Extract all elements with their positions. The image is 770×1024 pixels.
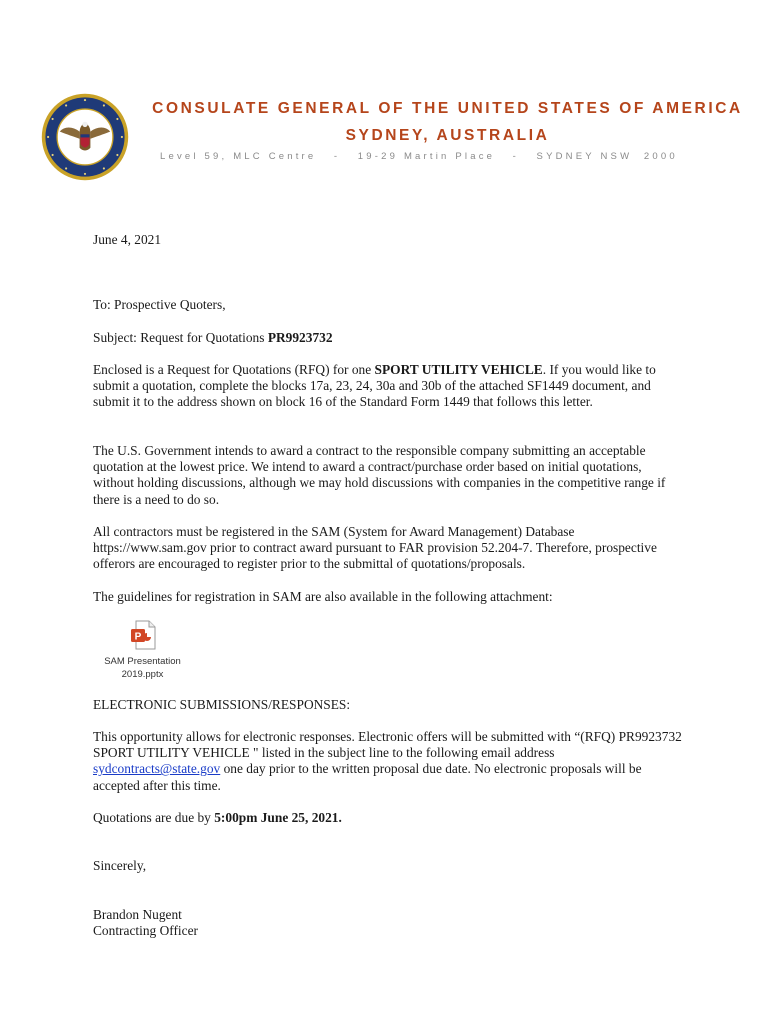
letterhead-address: Level 59, MLC Centre - 19-29 Martin Place - SYDNEY NSW 2000 <box>160 151 678 162</box>
section-heading-electronic-submissions: ELECTRONIC SUBMISSIONS/RESPONSES: <box>93 697 351 712</box>
svg-text:P: P <box>134 631 141 643</box>
paragraph-sam-registration: All contractors must be registered in the SAM (System for Award Management) Database https://www.sam.gov prior to contract award pursuant to FAR provision 52.204-7. Therefore, prospective offerors are encouraged to register prior to the submittal of quotations/proposals. <box>93 524 657 572</box>
paragraph-award-policy: The U.S. Government intends to award a contract to the responsible company submitting an acceptable quotation at the lowest price. We intend to award a contract/purchase order based on initial quotations, without holding discussions, although we may hold discussions with companies in the competitive range if there is a need to do so. <box>93 443 666 507</box>
department-of-state-seal-icon <box>40 92 130 182</box>
signer-title: Contracting Officer <box>93 923 198 938</box>
paragraph-rfq-intro <box>93 362 685 411</box>
email-link[interactable]: sydcontracts@state.gov <box>93 761 221 777</box>
due-prefix: Quotations are due by <box>93 810 215 825</box>
p5-text-a: This opportunity allows for electronic responses. Electronic offers will be submitted with “(RFQ) PR9923732 SPORT UTILITY VEHICLE " listed in the subject line to the following email address <box>93 729 682 761</box>
powerpoint-file-icon <box>130 620 156 650</box>
letterhead-title-line1: CONSULATE GENERAL OF THE UNITED STATES OF AMERICA <box>152 100 743 117</box>
attachment-filename-line2: 2019.pptx <box>121 669 164 680</box>
p1-text-b: . If you would like to submit a quotation, complete the blocks 17a, 23, 24, 30a and 30b of the attached SF1449 document, and submit it to the address shown on block 16 of the Standard Form 1449 that follows this letter. <box>93 362 656 410</box>
signer-name: Brandon Nugent <box>93 907 182 922</box>
due-date: 5:00pm June 25, 2021. <box>214 810 342 825</box>
letter-date: June 4, 2021 <box>93 232 162 247</box>
p1-vehicle: SPORT UTILITY VEHICLE <box>374 362 543 377</box>
attachment-filename-line1: SAM Presentation <box>104 656 181 667</box>
letterhead <box>140 95 755 162</box>
subject-prefix: Subject: Request for Quotations <box>93 330 268 345</box>
paragraph-attachment-intro: The guidelines for registration in SAM are also available in the following attachment: <box>93 589 553 604</box>
p1-text-a: Enclosed is a Request for Quotations (RFQ) for one <box>93 362 375 377</box>
subject-line <box>93 330 685 346</box>
attachment-sam-presentation[interactable] <box>95 620 190 681</box>
paragraph-electronic-submissions <box>93 729 685 794</box>
due-date-line <box>93 810 685 826</box>
p5-text-b: one day prior to the written proposal due date. No electronic proposals will be accepted after this time. <box>93 761 642 793</box>
letterhead-title-line2: SYDNEY, AUSTRALIA <box>345 127 550 144</box>
salutation: To: Prospective Quoters, <box>93 297 226 312</box>
closing: Sincerely, <box>93 858 147 873</box>
subject-reference: PR9923732 <box>267 330 333 345</box>
